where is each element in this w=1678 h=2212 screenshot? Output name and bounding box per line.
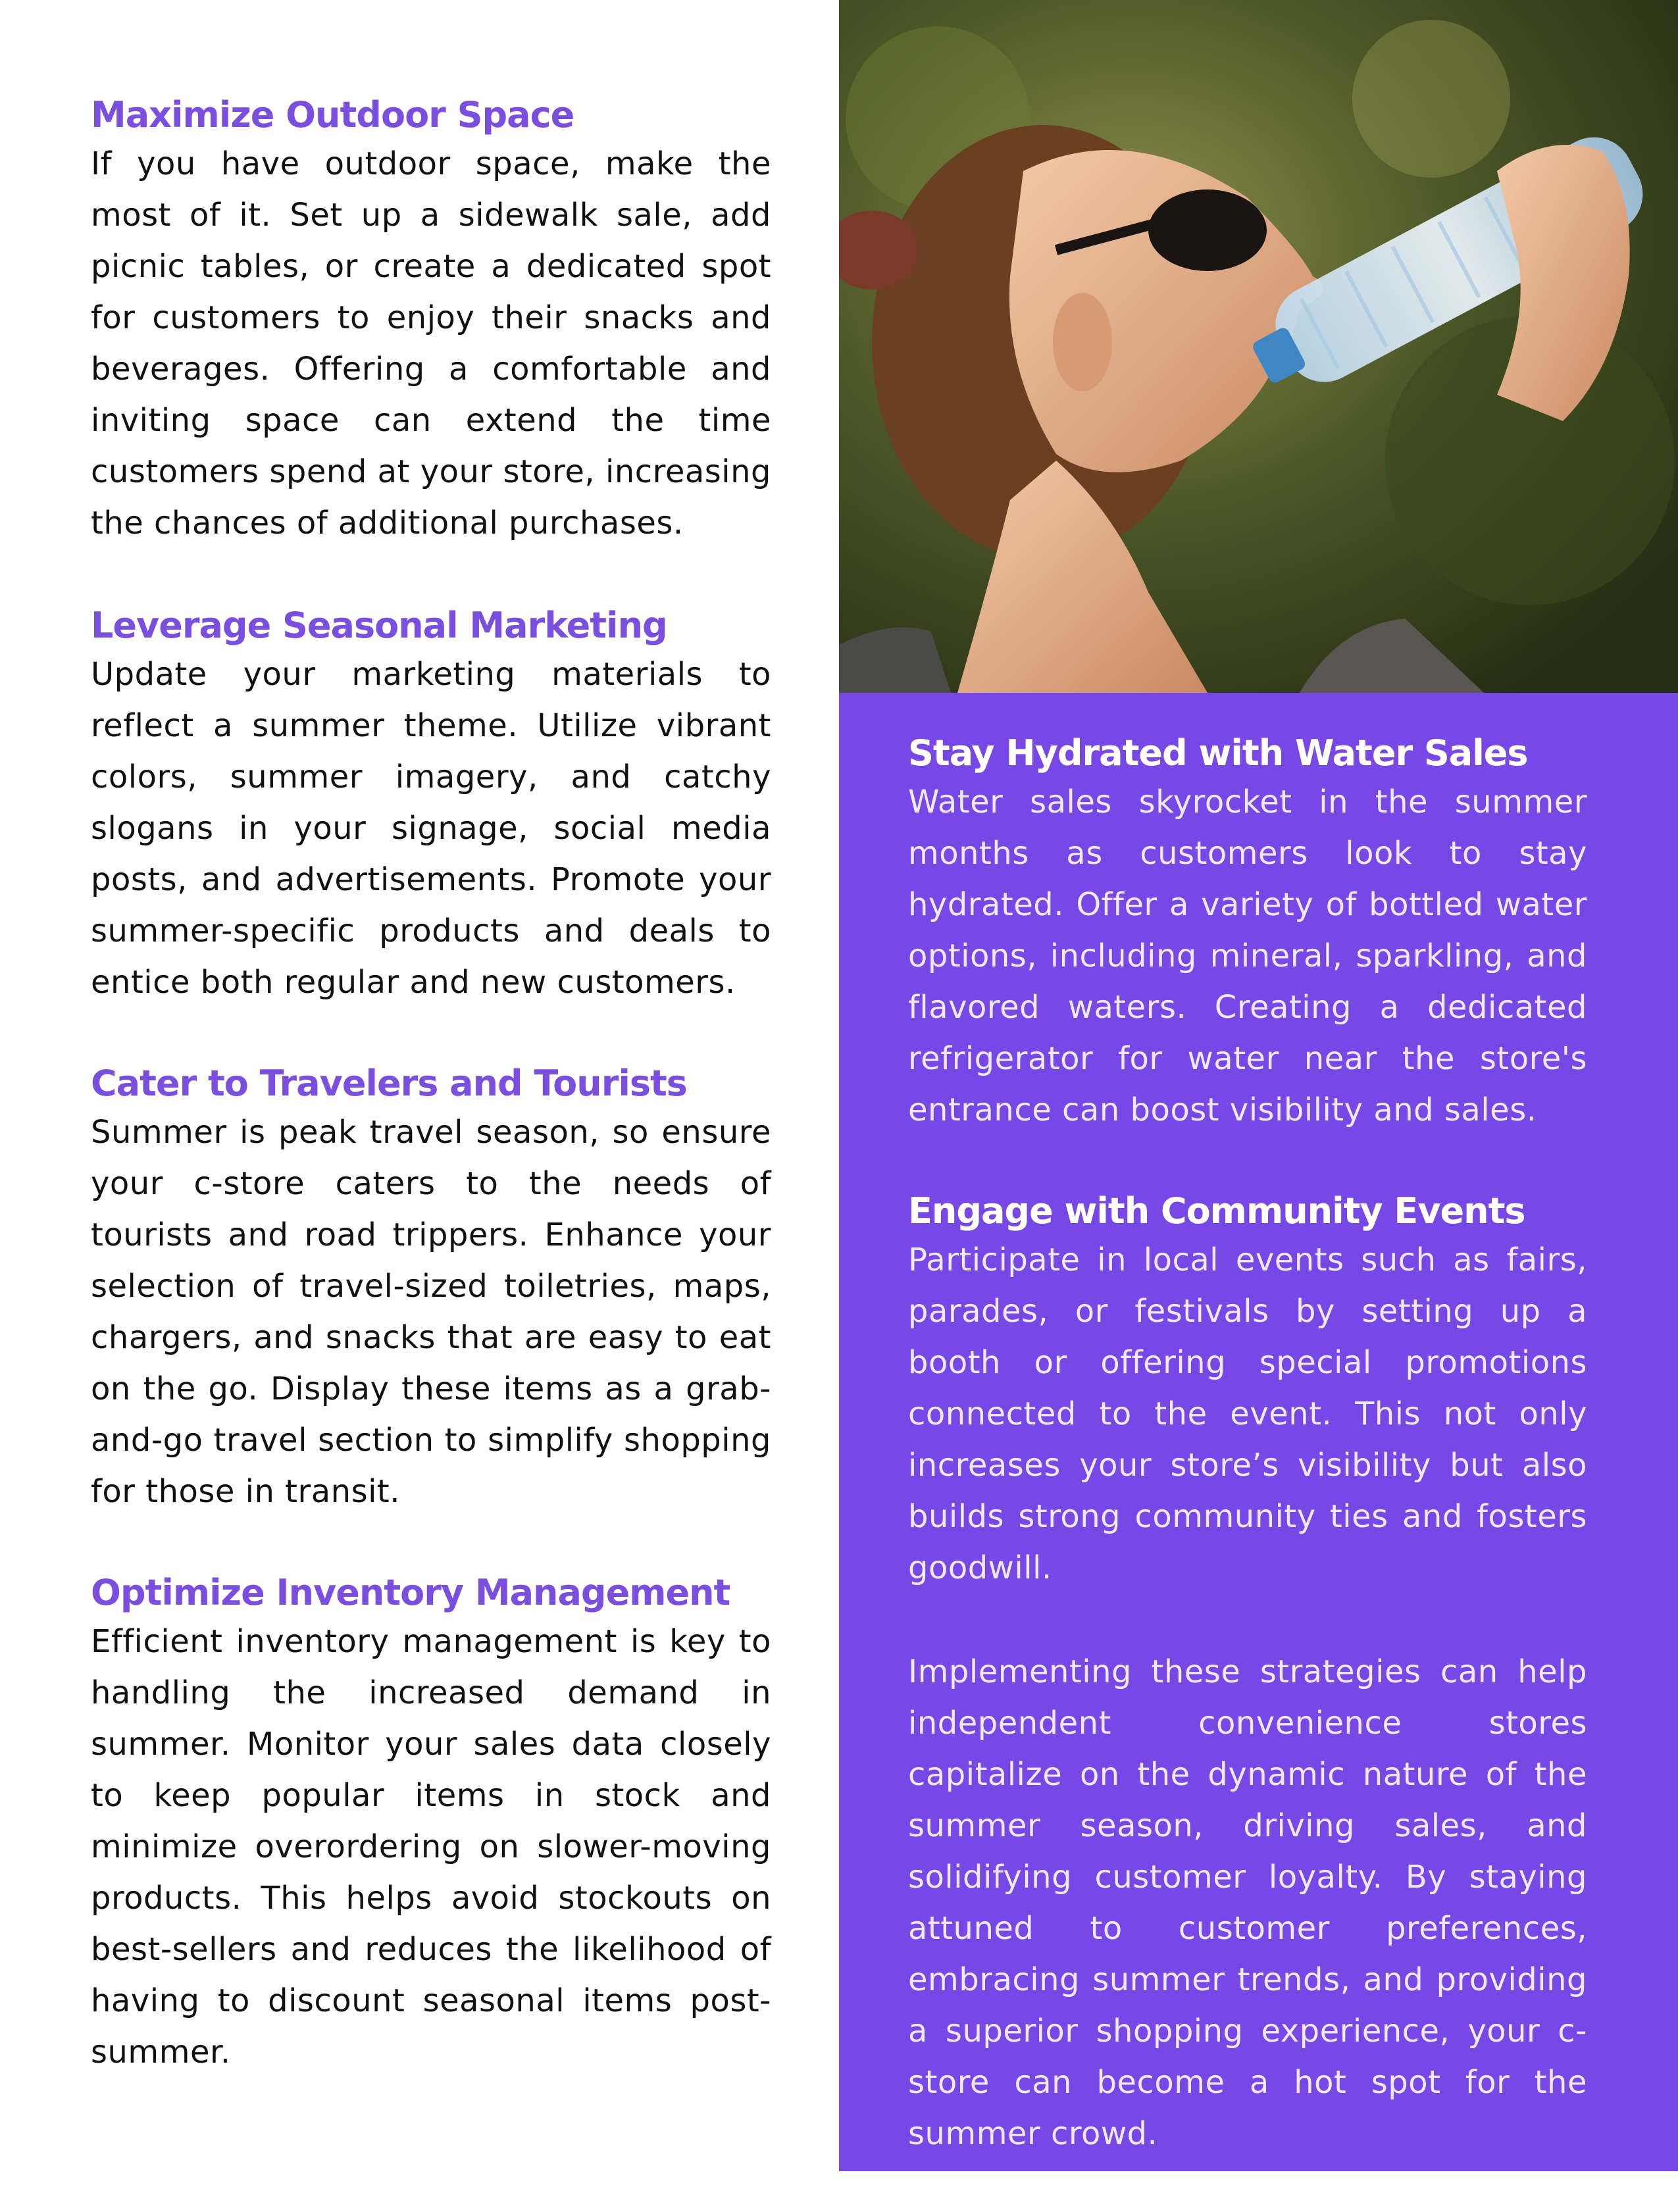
right-column — [908, 730, 1587, 2212]
section-body: Participate in local events such as fairs, parades, or festivals by setting up a booth or offering special promotions connected to the event. This not only increases your store’s visibility but also builds strong community ties and fosters goodwill. — [908, 1242, 1587, 1586]
section-seasonal-marketing — [91, 603, 771, 1008]
section-title: Cater to Travelers and Tourists — [91, 1063, 687, 1104]
section-title: Engage with Community Events — [908, 1190, 1525, 1232]
section-body: Summer is peak travel season, so ensure your c-store caters to the needs of tourists and road trippers. Enhance your selection of travel-sized toiletries, maps, chargers, and snacks that are easy to eat on the go. Display these items as a grab-and-go travel section to simplify shopping for those in transit. — [91, 1114, 771, 1510]
section-community-events — [908, 1188, 1587, 1594]
woman-drinking-water-illustration — [839, 0, 1678, 693]
section-title: Optimize Inventory Management — [91, 1572, 730, 1613]
section-inventory-management — [91, 1570, 771, 2078]
section-body: If you have outdoor space, make the most of it. Set up a sidewalk sale, add picnic tables, or create a dedicated spot for customers to enjoy their snacks and beverages. Offering a comfortable and inviting space can extend the time customers spend at your store, increasing the chances of additional purchases. — [91, 145, 771, 541]
section-conclusion — [908, 1646, 1587, 2159]
section-outdoor-space — [91, 92, 771, 549]
hero-photo — [839, 0, 1678, 693]
section-travelers-tourists — [91, 1061, 771, 1517]
section-body: Efficient inventory management is key to handling the increased demand in summer. Monitor your sales data closely to keep popular items in stock and minimize overordering on slower-moving products. This helps avoid stockouts on best-sellers and reduces the likelihood of having to discount seasonal items post-summer. — [91, 1623, 771, 2071]
section-title: Maximize Outdoor Space — [91, 94, 574, 136]
left-column — [91, 92, 771, 2130]
section-title: Leverage Seasonal Marketing — [91, 605, 667, 646]
section-water-sales — [908, 730, 1587, 1136]
conclusion-text: Implementing these strategies can help independent convenience stores capitalize on the dynamic nature of the summer season, driving sales, and solidifying customer loyalty. By staying attuned to customer preferences, embracing summer trends, and providing a superior shopping experience, your c-store can become a hot spot for the summer crowd. — [908, 1653, 1587, 2152]
section-title: Stay Hydrated with Water Sales — [908, 732, 1528, 774]
section-body: Update your marketing materials to reflect a summer theme. Utilize vibrant colors, summer imagery, and catchy slogans in your signage, social media posts, and advertisements. Promote your summer-specific products and deals to entice both regular and new customers. — [91, 656, 771, 1001]
section-body: Water sales skyrocket in the summer months as customers look to stay hydrated. Offer a variety of bottled water options, including mineral, sparkling, and flavored waters. Creating a dedicated refrigerator for water near the store's entrance can boost visibility and sales. — [908, 784, 1587, 1128]
